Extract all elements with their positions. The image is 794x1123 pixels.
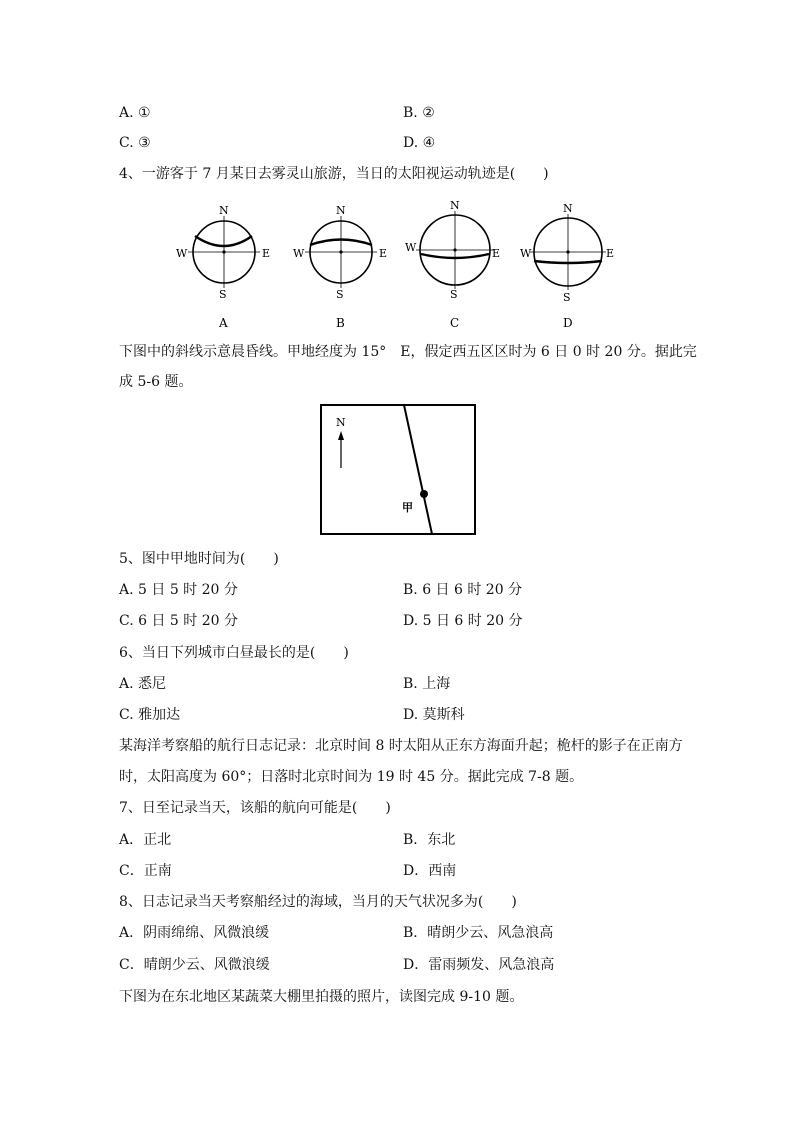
q7-stem: 7、日至记录当天，该船的航向可能是( ) (119, 800, 391, 816)
compass-n: N (219, 204, 229, 217)
compass-e: E (492, 247, 501, 260)
q4-stem: 4、一游客于 7 月某日去雾灵山旅游，当日的太阳视运动轨迹是( ) (119, 166, 549, 182)
q8-stem: 8、日志记录当天考察船经过的海域，当月的天气状况多为( ) (119, 894, 517, 910)
compass-e: E (262, 247, 271, 260)
diagram-label-d: D (563, 316, 573, 330)
q7-option-b: B．东北 (403, 832, 456, 848)
compass-n: N (450, 199, 460, 212)
q7-option-c: C．正南 (119, 863, 172, 879)
intro-5-6-line2: 成 5-6 题。 (119, 374, 193, 390)
compass-s: S (450, 288, 458, 301)
compass-n: N (563, 202, 573, 215)
q6-stem: 6、当日下列城市白昼最长的是( ) (119, 645, 349, 661)
compass-e: E (379, 247, 388, 260)
q6-option-a: A. 悉尼 (119, 676, 167, 692)
q5-option-c: C. 6 日 5 时 20 分 (119, 613, 238, 629)
compass-s: S (563, 291, 571, 304)
compass-s: S (336, 288, 344, 301)
diagram-label-c: C (450, 316, 460, 330)
q8-option-b: B．晴朗少云、风急浪高 (403, 925, 554, 941)
q3-option-c: C. ③ (119, 135, 151, 151)
q5-option-d: D. 5 日 6 时 20 分 (403, 613, 523, 629)
compass-e: E (606, 247, 615, 260)
q3-option-b: B. ② (403, 105, 435, 121)
intro-7-8-line2: 时，太阳高度为 60°；日落时北京时间为 19 时 45 分。据此完成 7-8 题。 (119, 769, 584, 785)
q8-option-a: A．阴雨绵绵、风微浪缓 (119, 925, 270, 941)
q3-option-a: A. ① (119, 105, 151, 121)
q6-option-b: B. 上海 (403, 676, 451, 692)
q8-option-d: D．雷雨频发、风急浪高 (403, 957, 555, 973)
q7-option-d: D．西南 (403, 863, 457, 879)
compass-w: W (293, 247, 305, 260)
intro-7-8-line1: 某海洋考察船的航行日志记录：北京时间 8 时太阳从正东方海面升起；桅杆的影子在正南方 (119, 738, 683, 754)
q7-option-a: A．正北 (119, 832, 172, 848)
diagram-label-a: A (219, 316, 228, 330)
q5-option-b: B. 6 日 6 时 20 分 (403, 582, 523, 598)
intro-5-6-line1: 下图中的斜线示意晨昏线。甲地经度为 15° E，假定西五区区时为 6 日 0 时 20 分。据此完 (119, 344, 697, 360)
map-north-label: N (336, 416, 346, 429)
q6-option-d: D. 莫斯科 (403, 707, 465, 723)
diagram-c (405, 199, 500, 330)
q5-stem: 5、图中甲地时间为( ) (119, 551, 279, 567)
q8-option-c: C．晴朗少云、风微浪缓 (119, 957, 270, 973)
compass-s: S (219, 288, 227, 301)
q6-option-c: C. 雅加达 (119, 707, 181, 723)
terminator-map (320, 404, 476, 536)
diagram-b (293, 204, 387, 330)
compass-n: N (336, 204, 346, 217)
compass-w: W (405, 241, 417, 254)
intro-9-10-line1: 下图为在东北地区某蔬菜大棚里拍摄的照片，读图完成 9-10 题。 (119, 989, 524, 1005)
diagram-label-b: B (336, 316, 345, 330)
compass-w: W (520, 247, 532, 260)
compass-w: W (176, 247, 188, 260)
diagram-d (520, 202, 614, 330)
diagram-a (176, 204, 270, 330)
q3-option-d: D. ④ (403, 135, 436, 151)
point-jia (420, 490, 428, 498)
sun-path-diagrams (170, 198, 630, 333)
q5-option-a: A. 5 日 5 时 20 分 (119, 582, 238, 598)
map-place-label: 甲 (402, 501, 413, 514)
